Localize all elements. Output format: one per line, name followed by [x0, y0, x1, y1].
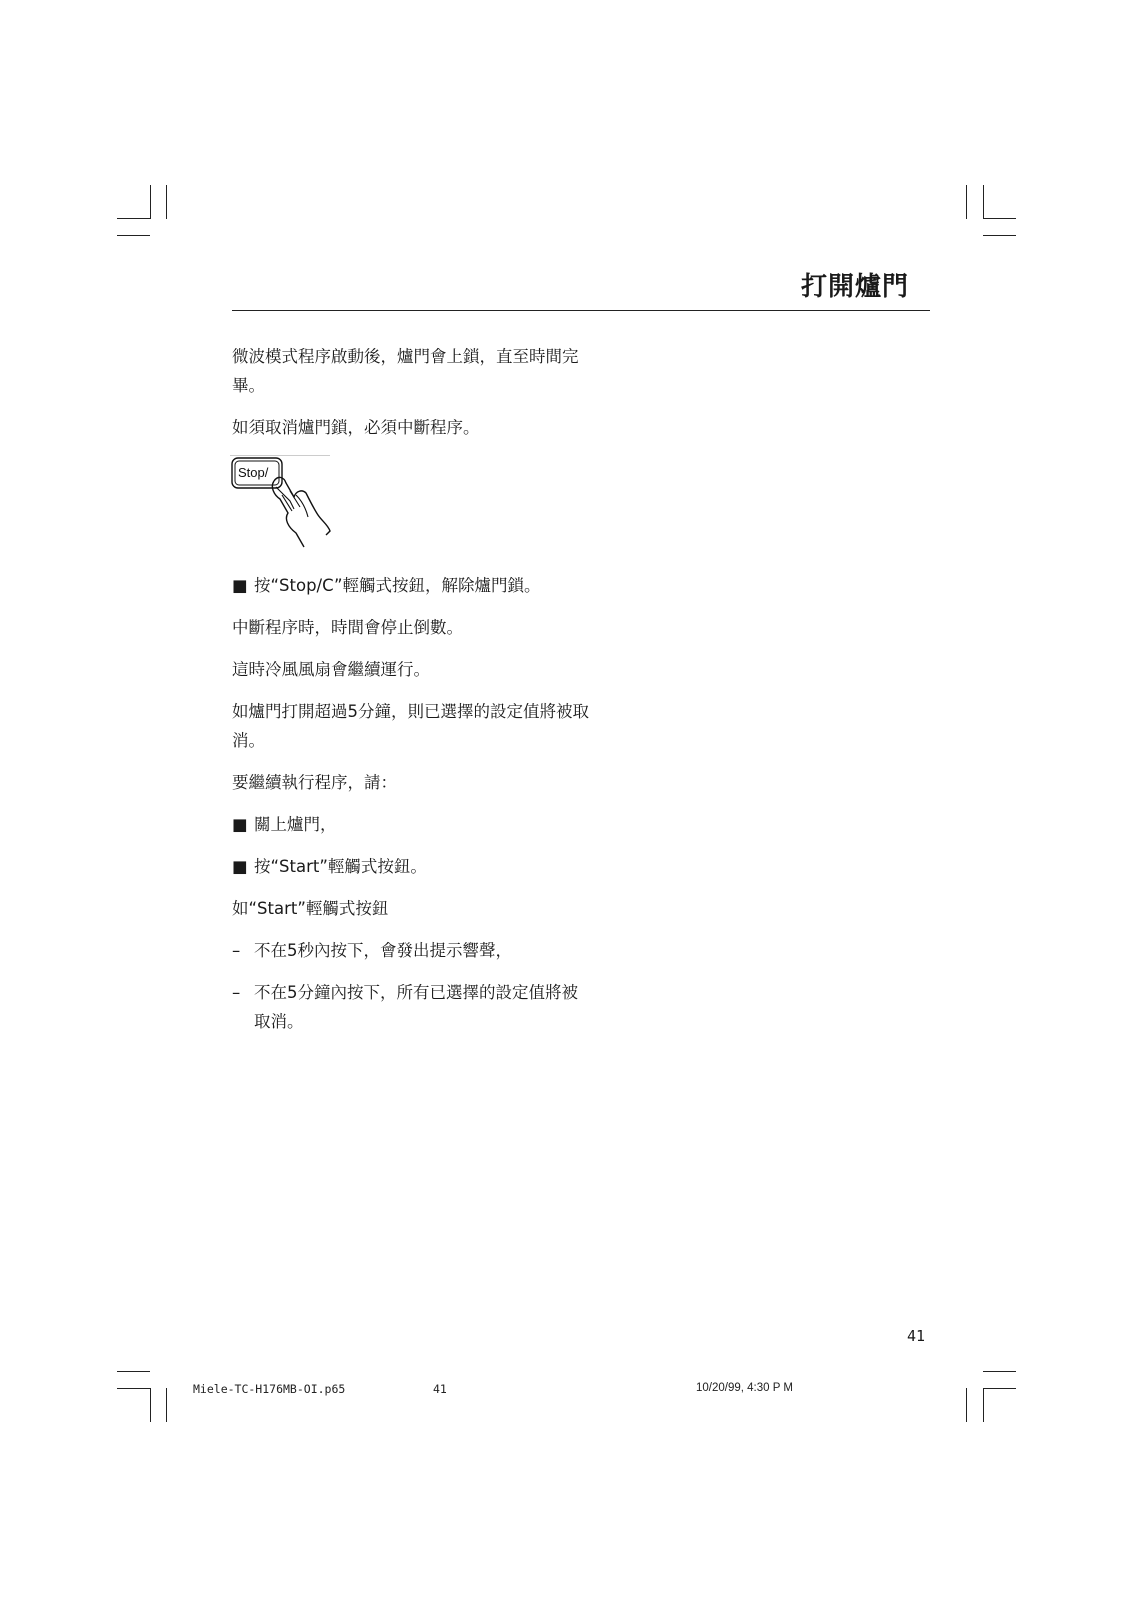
crop-mark [150, 1388, 151, 1422]
item-text: 不在5秒內按下，會發出提示響聲， [254, 941, 512, 960]
crop-mark [983, 1371, 1016, 1372]
crop-mark [966, 1388, 967, 1422]
item-text: 按“Start”輕觸式按鈕。 [254, 857, 427, 876]
dash-bullet-icon: – [232, 983, 241, 1002]
body-paragraph: 微波模式程序啟動後，爐門會上鎖，直至時間完畢。 [232, 347, 579, 395]
bullet-item [232, 852, 592, 881]
stop-button-illustration [230, 455, 592, 549]
bullet-item [232, 571, 592, 600]
main-content [232, 342, 592, 1049]
item-text: 關上爐門， [254, 815, 337, 834]
crop-mark [166, 185, 167, 219]
crop-mark [983, 185, 984, 219]
square-bullet-icon: ■ [232, 576, 248, 595]
body-paragraph: 這時冷風風扇會繼續運行。 [232, 660, 430, 679]
crop-mark [983, 1388, 984, 1422]
body-paragraph: 要繼續執行程序，請： [232, 773, 397, 792]
dash-item [232, 936, 592, 965]
dash-bullet-icon: – [232, 941, 241, 960]
square-bullet-icon: ■ [232, 815, 248, 834]
body-paragraph: 如須取消爐門鎖，必須中斷程序。 [232, 418, 480, 437]
crop-mark [166, 1388, 167, 1422]
item-text: 不在5分鐘內按下，所有已選擇的設定值將被取消。 [254, 983, 578, 1031]
crop-mark [117, 218, 150, 219]
title-rule [232, 310, 930, 311]
crop-mark [966, 185, 967, 219]
footer-page: 41 [433, 1382, 447, 1396]
bullet-item [232, 810, 592, 839]
body-paragraph: 如“Start”輕觸式按鈕 [232, 899, 389, 918]
crop-mark [117, 235, 150, 236]
item-text: 按“Stop/C”輕觸式按鈕，解除爐門鎖。 [254, 576, 541, 595]
page-number: 41 [906, 1327, 925, 1345]
page-title: 打開爐門 [800, 272, 909, 302]
footer-timestamp: 10/20/99, 4:30 P M [696, 1382, 793, 1394]
body-paragraph: 如爐門打開超過5分鐘，則已選擇的設定值將被取消。 [232, 702, 589, 750]
crop-mark [983, 218, 1016, 219]
crop-mark [983, 1388, 1016, 1389]
stop-button-label: Stop/ [238, 465, 269, 480]
body-paragraph: 中斷程序時，時間會停止倒數。 [232, 618, 463, 637]
crop-mark [150, 185, 151, 219]
crop-mark [117, 1371, 150, 1372]
dash-item [232, 978, 592, 1036]
crop-mark [983, 235, 1016, 236]
square-bullet-icon: ■ [232, 857, 248, 876]
footer-filename: Miele-TC-H176MB-OI.p65 [193, 1382, 346, 1396]
hand-pressing-button-icon [230, 455, 340, 549]
crop-mark [117, 1388, 150, 1389]
